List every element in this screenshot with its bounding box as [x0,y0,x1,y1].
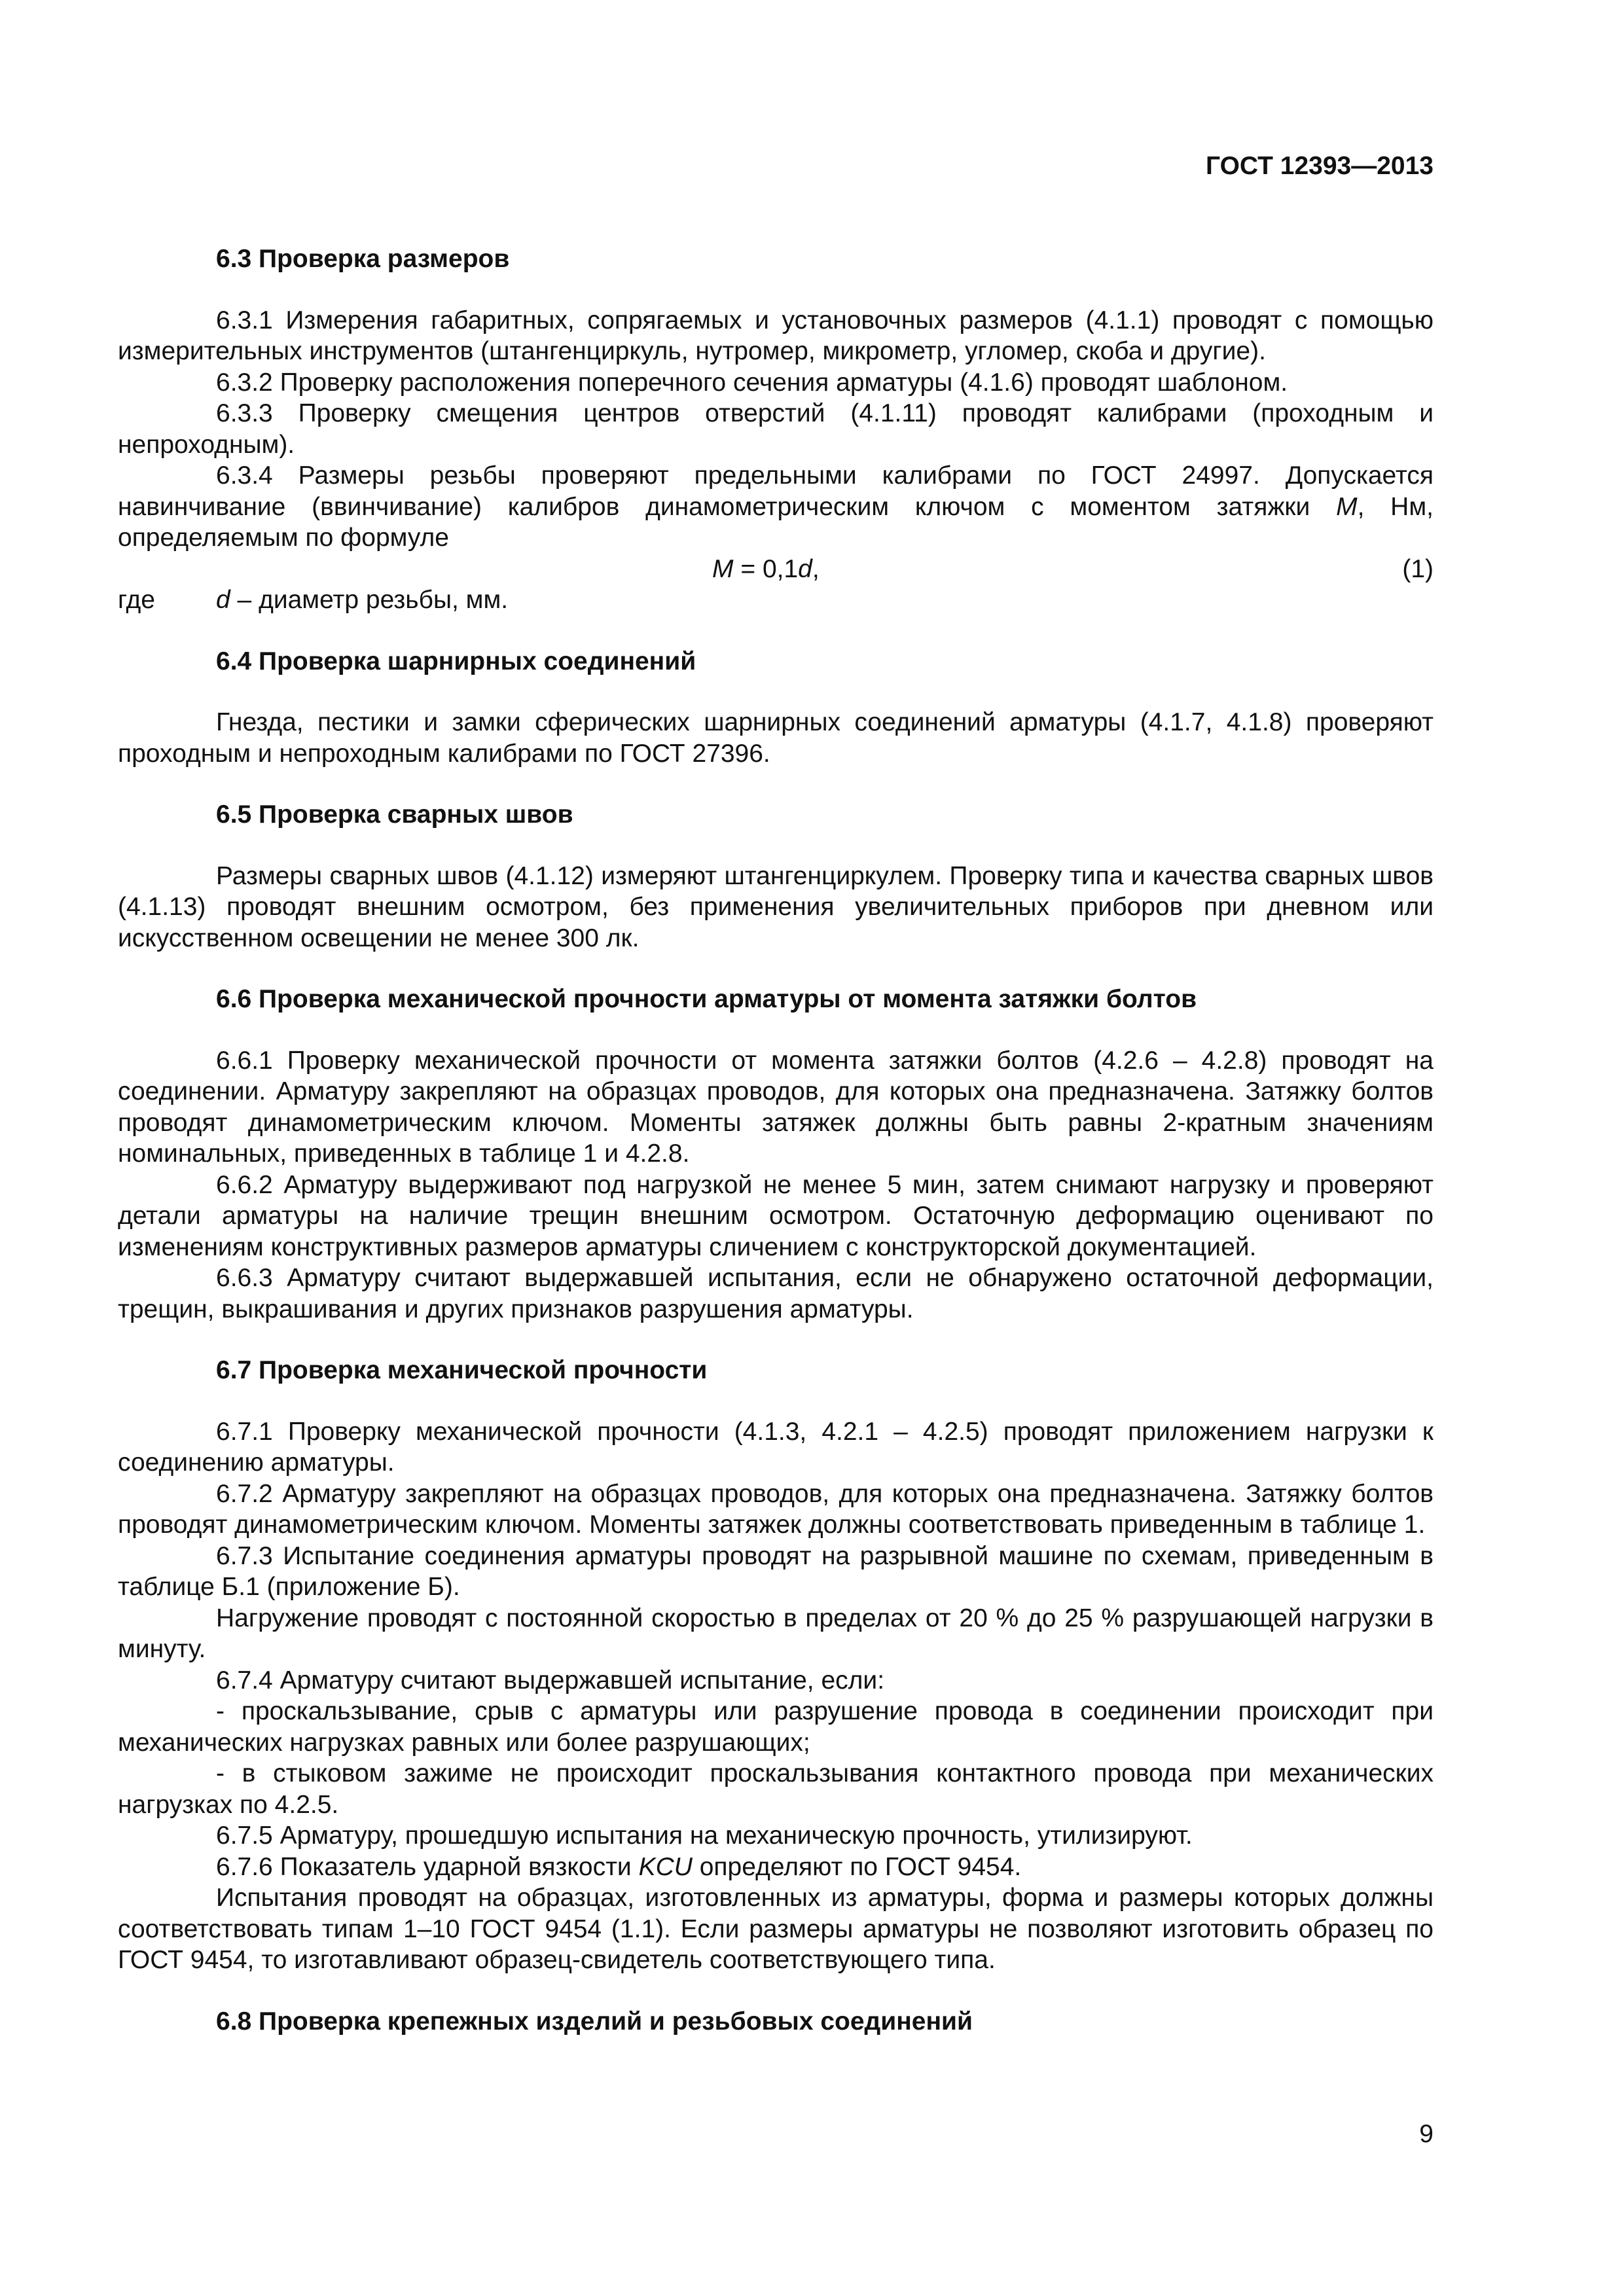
formula: M = 0,1d, [712,554,820,583]
paragraph-6-5: Размеры сварных швов (4.1.12) измеряют штангенциркулем. Проверку типа и качества сварных швов (4.1.13) проводят внешним осмотром, без применения увеличительных приборов при дневном или искусственном освещении не менее 300 лк. [118,861,1434,952]
section-heading-6-4: 6.4 Проверка шарнирных соединений [216,647,696,675]
paragraph-6-6-3: 6.6.3 Арматуру считают выдержавшей испытания, если не обнаружено остаточной деформации, трещин, выкрашивания и других признаков разрушения арматуры. [118,1264,1434,1323]
paragraph-6-3-1: 6.3.1 Измерения габаритных, сопрягаемых и установочных размеров (4.1.1) проводят с помощью измерительных инструментов (штангенциркуль, нутромер, микрометр, угломер, скоба и другие). [118,306,1434,365]
formula-row [118,554,1434,585]
paragraph-6-7-6: 6.7.6 Показатель ударной вязкости KCU определяют по ГОСТ 9454. [216,1852,1022,1881]
document-page [118,0,1434,2296]
section-heading-6-6: 6.6 Проверка механической прочности арматуры от момента затяжки болтов [216,985,1197,1013]
list-item-butt-clamp: - в стыковом зажиме не происходит проскальзывания контактного провода при механических нагрузках по 4.2.5. [118,1759,1434,1819]
formula-legend: где d – диаметр резьбы, мм. [118,586,509,614]
section-heading-6-3: 6.3 Проверка размеров [216,245,510,273]
paragraph-6-4: Гнезда, пестики и замки сферических шарнирных соединений арматуры (4.1.7, 4.1.8) проверяют проходным и непроходным калибрами по ГОСТ 27396. [118,708,1434,768]
section-heading-6-7: 6.7 Проверка механической прочности [216,1356,708,1384]
paragraph-6-6-1: 6.6.1 Проверку механической прочности от момента затяжки болтов (4.2.6 – 4.2.8) проводят на соединении. Арматуру закрепляют на образцах проводов, для которых она предназначена. Затяжку болтов проводят динамометрическим ключом. Моменты затяжек должны быть равны 2-кратным значениям номинальных, приведенных в таблице 1 и 4.2.8. [118,1046,1434,1168]
paragraph-6-3-2: 6.3.2 Проверку расположения поперечного сечения арматуры (4.1.6) проводят шаблоном. [216,368,1288,397]
page-number: 9 [1419,2120,1434,2148]
section-heading-6-5: 6.5 Проверка сварных швов [216,800,573,829]
paragraph-6-3-4: 6.3.4 Размеры резьбы проверяют предельными калибрами по ГОСТ 24997. Допускается навинчивание (ввинчивание) калибров динамометрическим ключом с моментом затяжки M, Нм, определяемым по формуле [118,461,1434,552]
paragraph-6-7-2: 6.7.2 Арматуру закрепляют на образцах проводов, для которых она предназначена. Затяжку болтов проводят динамометрическим ключом. Моменты затяжек должны соответствовать приведенным в таблице 1. [118,1479,1434,1539]
paragraph-6-7-3: 6.7.3 Испытание соединения арматуры проводят на разрывной машине по схемам, приведенным в таблице Б.1 (приложение Б). [118,1541,1434,1601]
paragraph-6-7-5: 6.7.5 Арматуру, прошедшую испытания на механическую прочность, утилизируют. [216,1821,1193,1850]
section-heading-6-8: 6.8 Проверка крепежных изделий и резьбовых соединений [216,2007,973,2036]
paragraph-6-7-4: 6.7.4 Арматуру считают выдержавшей испытание, если: [216,1666,885,1695]
list-item-slip: - проскальзывание, срыв с арматуры или разрушение провода в соединении происходит при механических нагрузках равных или более разрушающих; [118,1697,1434,1757]
formula-number: (1) [1402,554,1434,583]
page-content [118,243,1434,2037]
paragraph-loading: Нагружение проводят с постоянной скоростью в пределах от 20 % до 25 % разрушающей нагрузки в минуту. [118,1604,1434,1663]
paragraph-specimens: Испытания проводят на образцах, изготовленных из арматуры, форма и размеры которых должны соответствовать типам 1–10 ГОСТ 9454 (1.1). Если размеры арматуры не позволяют изготовить образец по ГОСТ 9454, то изготавливают образец-свидетель соответствующего типа. [118,1884,1434,1974]
paragraph-6-7-1: 6.7.1 Проверку механической прочности (4.1.3, 4.2.1 – 4.2.5) проводят приложением нагрузки к соединению арматуры. [118,1417,1434,1477]
paragraph-6-6-2: 6.6.2 Арматуру выдерживают под нагрузкой не менее 5 мин, затем снимают нагрузку и проверяют детали арматуры на наличие трещин внешним осмотром. Остаточную деформацию оценивают по изменениям конструктивных размеров арматуры сличением с конструкторской документацией. [118,1170,1434,1261]
paragraph-6-3-3: 6.3.3 Проверку смещения центров отверстий (4.1.11) проводят калибрами (проходным и непроходным). [118,399,1434,459]
standard-designation: ГОСТ 12393—2013 [1206,152,1434,180]
